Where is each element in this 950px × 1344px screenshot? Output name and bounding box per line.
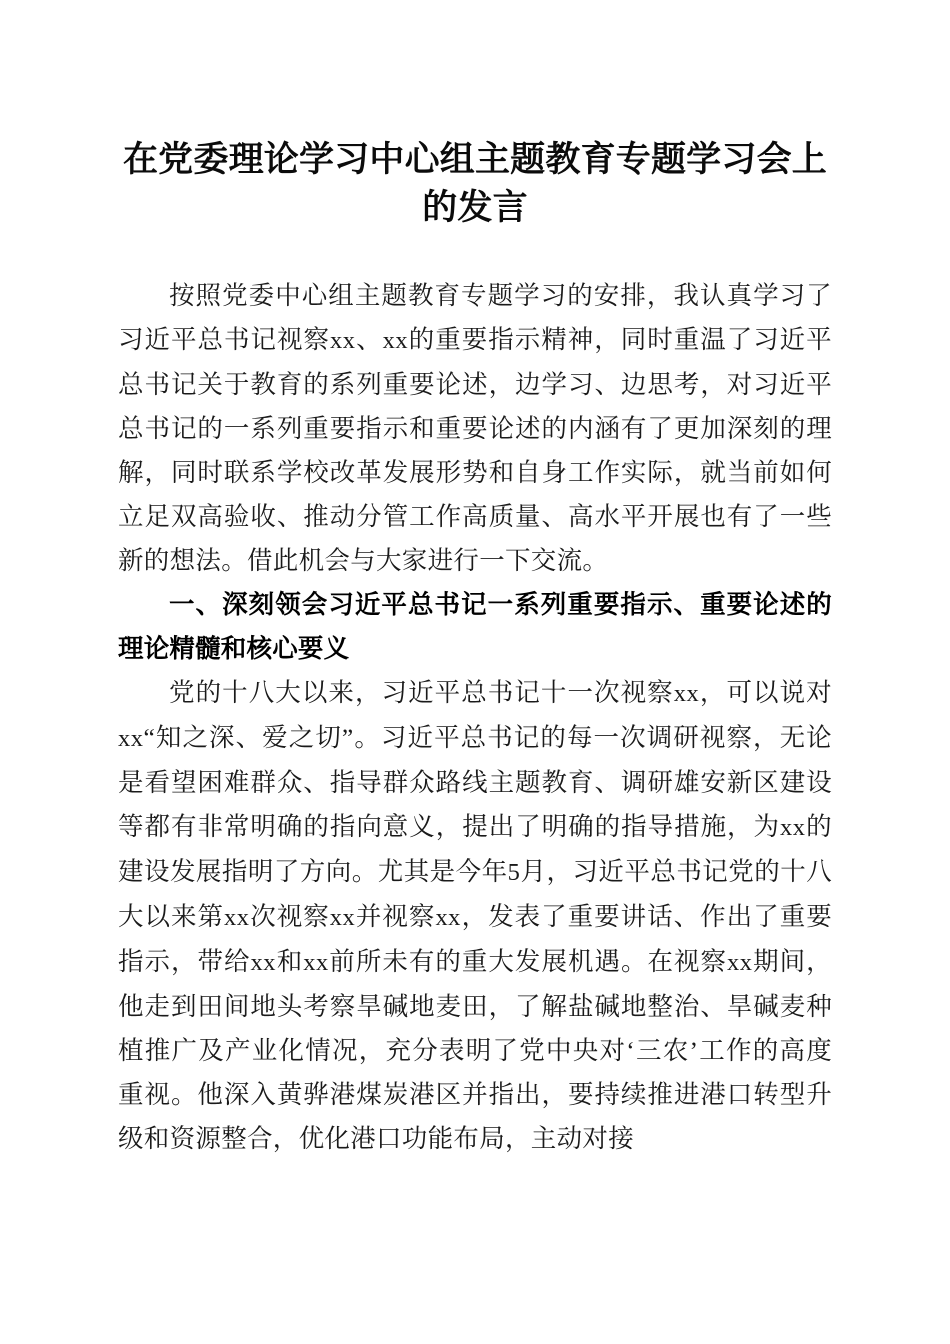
- latin-run: xx: [382, 327, 409, 354]
- document-body: [118, 274, 832, 1161]
- latin-run: 5: [507, 859, 521, 886]
- latin-run: xx: [329, 327, 356, 354]
- latin-run: xx: [250, 949, 276, 976]
- latin-run: xx: [303, 949, 329, 976]
- latin-run: xx: [435, 904, 461, 931]
- section-1-paragraph: 党的十八大以来，习近平总书记十一次视察xx，可以说对xx“知之深、爱之切”。习近平总书记的每一次调研视察，无论是看望困难群众、指导群众路线主题教育、调研雄安新区建设等都有非常明确的指向意义，提出了明确的指导措施，为xx的建设发展指明了方向。尤其是今年5月，习近平总书记党的十八大以来第xx次视察xx并视察xx，发表了重要讲话、作出了重要指示，带给xx和xx前所未有的重大发展机遇。在视察xx期间，他走到田间地头考察旱碱地麦田，了解盐碱地整治、旱碱麦种植推广及产业化情况，充分表明了党中央对‘三农’工作的高度重视。他深入黄骅港煤炭港区并指出，要持续推进港口转型升级和资源整合，优化港口功能布局，主动对接: [118, 678, 833, 1153]
- section-heading-1: 一、深刻领会习近平总书记一系列重要指示、重要论述的理论精髓和核心要义: [118, 591, 832, 663]
- intro-paragraph: 按照党委中心组主题教育专题学习的安排，我认真学习了习近平总书记视察xx、xx的重要指示精神，同时重温了习近平总书记关于教育的系列重要论述，边学习、边思考，对习近平总书记的一系列重要指示和重要论述的内涵有了更加深刻的理解，同时联系学校改革发展形势和自身工作实际，就当前如何立足双高验收、推动分管工作高质量、高水平开展也有了一些新的想法。借此机会与大家进行一下交流。: [118, 281, 832, 575]
- latin-run: xx: [780, 814, 806, 841]
- latin-run: xx: [329, 904, 356, 931]
- latin-run: xx: [224, 904, 250, 931]
- latin-run: xx: [726, 949, 753, 976]
- latin-run: xx: [118, 725, 144, 752]
- page-title: 在党委理论学习中心组主题教育专题学习会上的发言: [122, 140, 827, 227]
- latin-run: xx: [673, 680, 700, 707]
- document-content: [118, 0, 832, 1161]
